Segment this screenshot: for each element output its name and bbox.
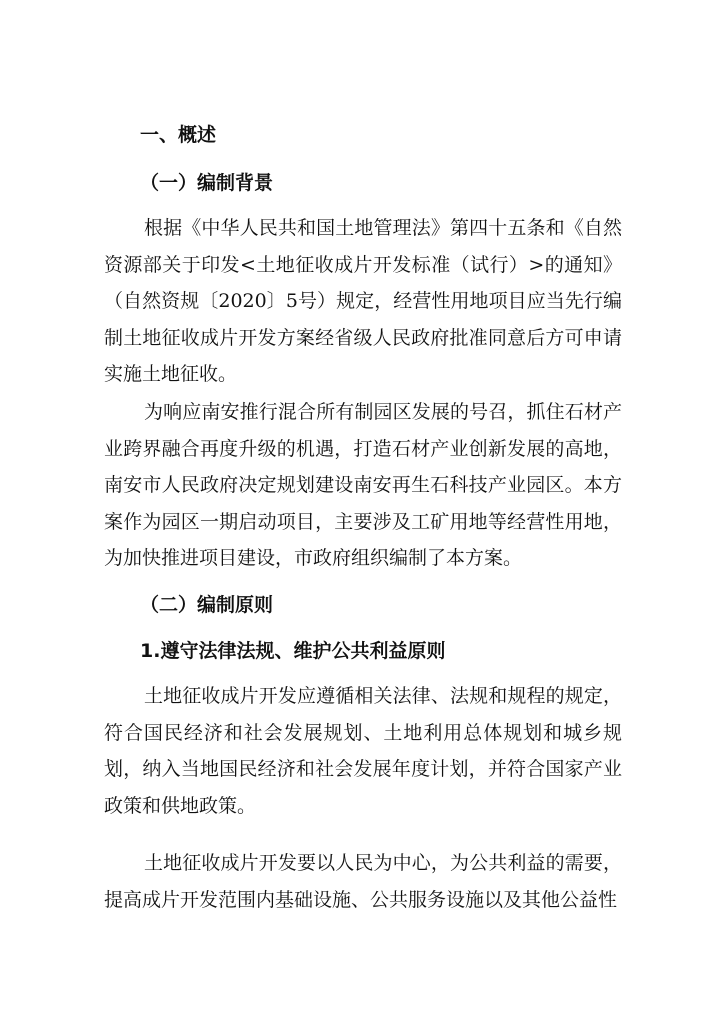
subsection-heading-background: （一）编制背景 [140,172,274,194]
paragraph-legal-basis: 根据《中华人民共和国土地管理法》第四十五条和《自然资源部关于印发<土地征收成片开发标准（试行）>的通知》（自然资规〔2020〕5号）规定，经营性用地项目应当先行编制土地征收成片开发方案经省级人民政府批准同意后方可申请实施土地征收。 [104,217,622,385]
principle-heading-law-public-interest: 1.遵守法律法规、维护公共利益原则 [140,640,446,662]
paragraph-project-background: 为响应南安推行混合所有制园区发展的号召，抓住石材产业跨界融合再度升级的机遇，打造石材产业创新发展的高地，南安市人民政府决定规划建设南安再生石科技产业园区。本方案作为园区一期启动项目，主要涉及工矿用地等经营性用地，为加快推进项目建设，市政府组织编制了本方案。 [104,401,622,569]
paragraph-compliance: 土地征收成片开发应遵循相关法律、法规和规程的规定，符合国民经济和社会发展规划、土地利用总体规划和城乡规划，纳入当地国民经济和社会发展年度计划，并符合国家产业政策和供地政策。 [104,685,622,817]
paragraph-people-centered: 土地征收成片开发要以人民为中心，为公共利益的需要，提高成片开发范围内基础设施、公共服务设施以及其他公益性 [104,852,622,911]
subsection-heading-principles: （二）编制原则 [140,594,274,616]
section-heading-overview: 一、概述 [140,124,217,146]
